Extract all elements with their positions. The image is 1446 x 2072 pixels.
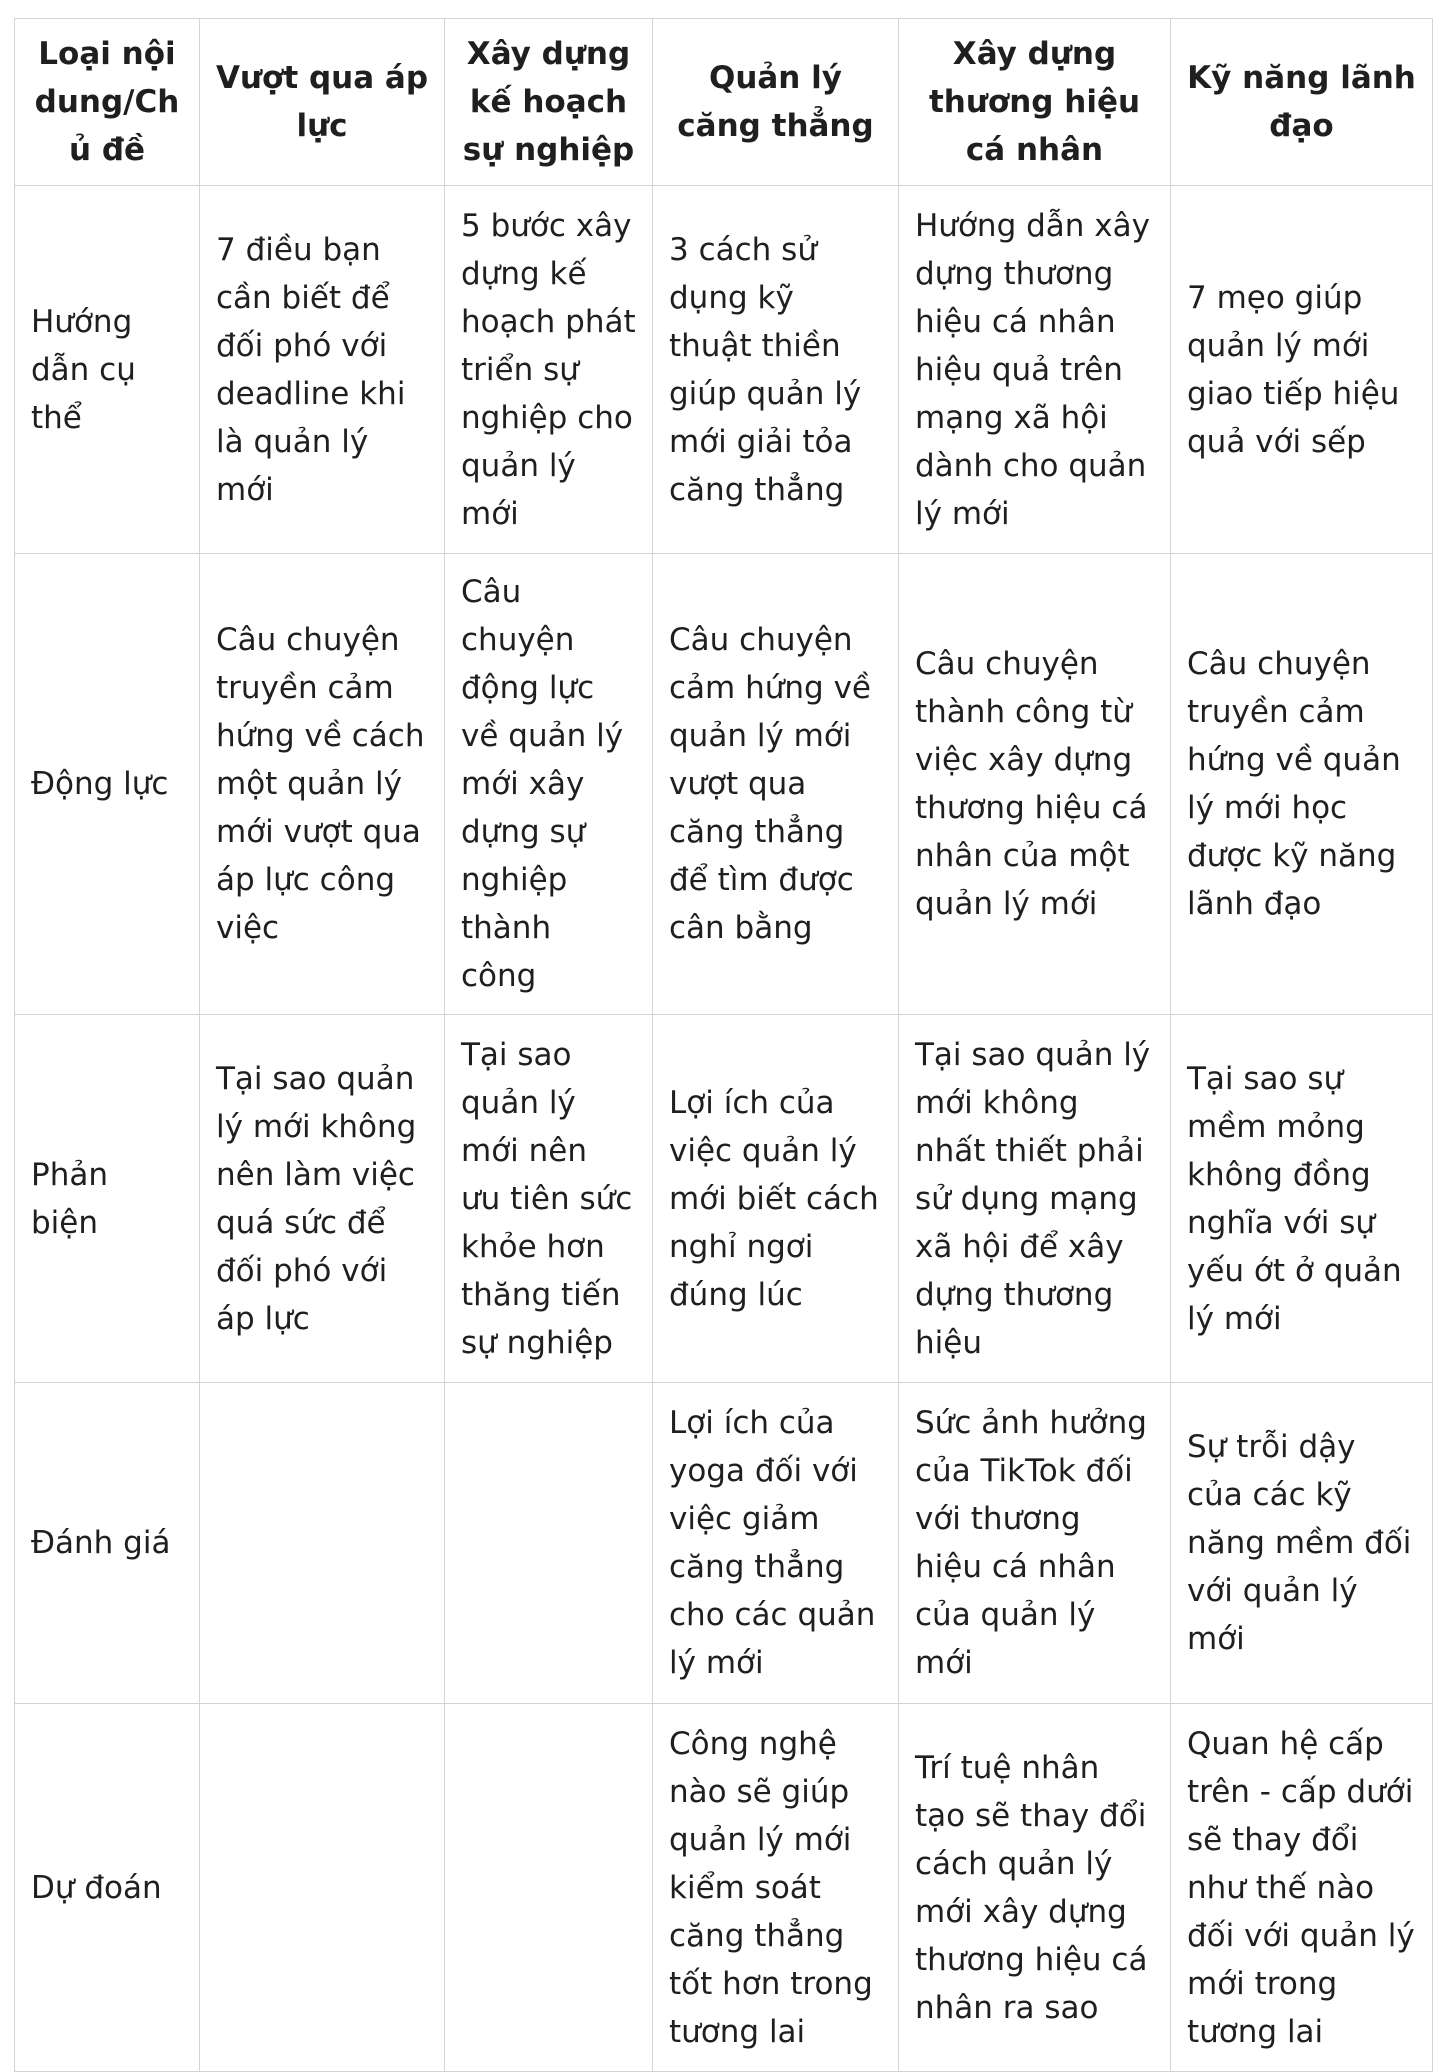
- table-cell: Quan hệ cấp trên - cấp dưới sẽ thay đổi như thế nào đối với quản lý mới trong tương lai: [1171, 1704, 1433, 2072]
- table-cell-empty: [445, 1383, 653, 1704]
- table-cell: Sự trỗi dậy của các kỹ năng mềm đối với quản lý mới: [1171, 1383, 1433, 1704]
- header-overcome-pressure: Vượt qua áp lực: [200, 19, 445, 186]
- table-cell-empty: [200, 1383, 445, 1704]
- table-cell: 7 mẹo giúp quản lý mới giao tiếp hiệu quả với sếp: [1171, 186, 1433, 554]
- table-cell: Câu chuyện động lực về quản lý mới xây dựng sự nghiệp thành công: [445, 554, 653, 1015]
- header-content-type: Loại nội dung/Chủ đề: [15, 19, 200, 186]
- table-cell: Tại sao quản lý mới nên ưu tiên sức khỏe hơn thăng tiến sự nghiệp: [445, 1015, 653, 1383]
- table-cell: Câu chuyện truyền cảm hứng về cách một quản lý mới vượt qua áp lực công việc: [200, 554, 445, 1015]
- table-row: [15, 1383, 1433, 1704]
- table-cell: Công nghệ nào sẽ giúp quản lý mới kiểm soát căng thẳng tốt hơn trong tương lai: [653, 1704, 899, 2072]
- row-label-counterpoint: Phản biện: [15, 1015, 200, 1383]
- table-cell: Câu chuyện cảm hứng về quản lý mới vượt qua căng thẳng để tìm được cân bằng: [653, 554, 899, 1015]
- table-row: [15, 554, 1433, 1015]
- row-label-motivation: Động lực: [15, 554, 200, 1015]
- table-cell: Câu chuyện truyền cảm hứng về quản lý mới học được kỹ năng lãnh đạo: [1171, 554, 1433, 1015]
- header-leadership-skills: Kỹ năng lãnh đạo: [1171, 19, 1433, 186]
- row-label-prediction: Dự đoán: [15, 1704, 200, 2072]
- table-cell: 3 cách sử dụng kỹ thuật thiền giúp quản lý mới giải tỏa căng thẳng: [653, 186, 899, 554]
- row-label-how-to: Hướng dẫn cụ thể: [15, 186, 200, 554]
- table-cell: Lợi ích của yoga đối với việc giảm căng thẳng cho các quản lý mới: [653, 1383, 899, 1704]
- table-cell: Trí tuệ nhân tạo sẽ thay đổi cách quản lý mới xây dựng thương hiệu cá nhân ra sao: [899, 1704, 1171, 2072]
- table-row: [15, 186, 1433, 554]
- table-cell: Câu chuyện thành công từ việc xây dựng thương hiệu cá nhân của một quản lý mới: [899, 554, 1171, 1015]
- table-cell-empty: [200, 1704, 445, 2072]
- table-row: [15, 1015, 1433, 1383]
- table-cell: Hướng dẫn xây dựng thương hiệu cá nhân hiệu quả trên mạng xã hội dành cho quản lý mới: [899, 186, 1171, 554]
- table-cell: Sức ảnh hưởng của TikTok đối với thương hiệu cá nhân của quản lý mới: [899, 1383, 1171, 1704]
- table-cell: Tại sao quản lý mới không nên làm việc quá sức để đối phó với áp lực: [200, 1015, 445, 1383]
- row-label-evaluation: Đánh giá: [15, 1383, 200, 1704]
- table-row: [15, 1704, 1433, 2072]
- header-personal-brand: Xây dựng thương hiệu cá nhân: [899, 19, 1171, 186]
- table-cell: 5 bước xây dựng kế hoạch phát triển sự nghiệp cho quản lý mới: [445, 186, 653, 554]
- content-ideas-table: [14, 18, 1433, 2072]
- table-header-row: [15, 19, 1433, 186]
- header-stress-management: Quản lý căng thẳng: [653, 19, 899, 186]
- table-cell: Tại sao sự mềm mỏng không đồng nghĩa với sự yếu ớt ở quản lý mới: [1171, 1015, 1433, 1383]
- table-cell: 7 điều bạn cần biết để đối phó với deadline khi là quản lý mới: [200, 186, 445, 554]
- header-career-plan: Xây dựng kế hoạch sự nghiệp: [445, 19, 653, 186]
- table-cell: Lợi ích của việc quản lý mới biết cách nghỉ ngơi đúng lúc: [653, 1015, 899, 1383]
- table-cell-empty: [445, 1704, 653, 2072]
- table-cell: Tại sao quản lý mới không nhất thiết phải sử dụng mạng xã hội để xây dựng thương hiệu: [899, 1015, 1171, 1383]
